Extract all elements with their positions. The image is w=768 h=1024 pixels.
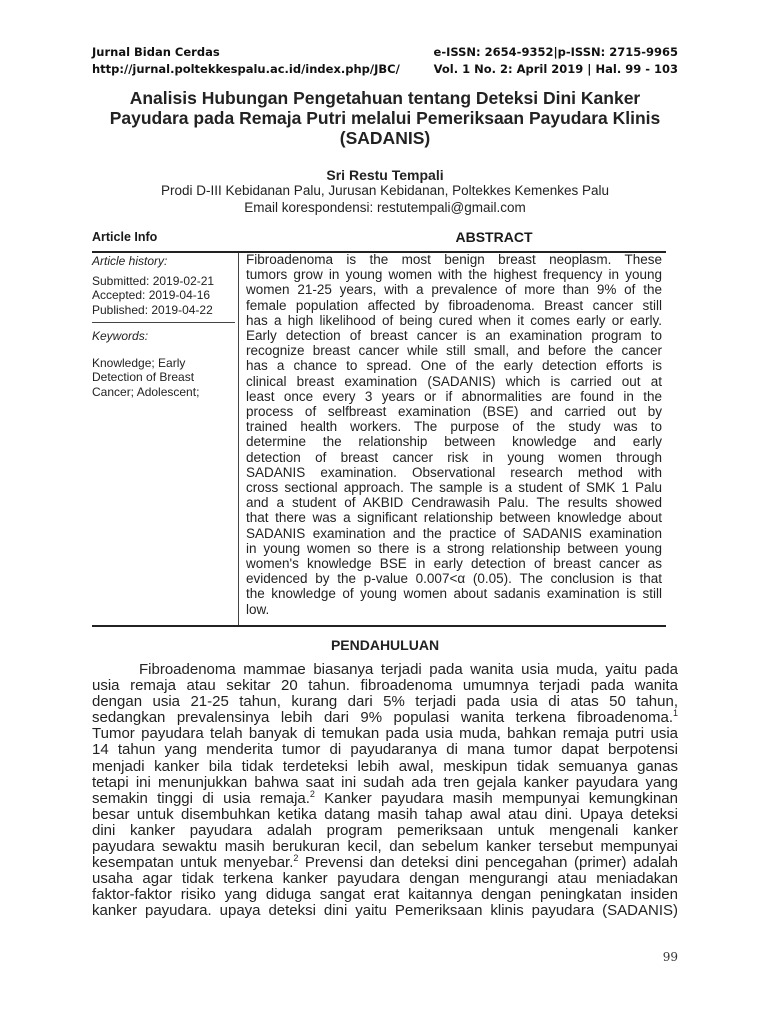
abstract-body (246, 252, 662, 617)
body-line: 14 tahun yang menderita tumor di payudaranya di mana tumor dapat berpotensi (92, 741, 678, 759)
abstract-line: clinical breast examination (SADANIS) which is carried out at (246, 373, 662, 389)
abstract-line: women 21-25 years, with a prevalence of more than 9% of the (246, 282, 662, 298)
journal-name: Jurnal Bidan Cerdas (92, 45, 220, 59)
body-line (92, 855, 678, 871)
abstract-line: women's knowledge BSE in early detection of breast cancer as (246, 556, 662, 572)
page-number: 99 (662, 950, 678, 964)
affiliation-block (92, 182, 678, 216)
abstract-line: and a student of AKBID Cendrawasih Palu. The results showed (246, 495, 662, 511)
keywords-label: Keywords: (92, 329, 149, 343)
body-line-text: semakin tinggi di usia remaja. (92, 789, 310, 807)
body-line: kanker payudara. upaya deteksi dini yaitu Pemeriksaan klinis payudara (SADANIS) (92, 902, 678, 920)
abstract-line: detection of breast cancer risk in young women through (246, 449, 662, 465)
citation-ref: 1 (672, 708, 678, 719)
citation-ref: 2 (309, 788, 315, 799)
keywords-line: Detection of Breast (92, 370, 195, 384)
body-line: tetapi ini menunjukkan bahwa saat ini sudah ada tren gejala kanker payudara yang (92, 773, 678, 791)
body-line: dini kanker payudara adalah program pemeriksaan untuk mengenali kanker (92, 821, 678, 839)
author-name: Sri Restu Tempali (326, 167, 444, 183)
abstract-line: Fibroadenoma is the most benign breast neoplasm. These (246, 252, 662, 267)
column-divider (238, 253, 239, 625)
abstract-line: cross sectional approach. The sample is a student of SMK 1 Palu (246, 480, 662, 496)
keywords-block (92, 323, 235, 399)
body-line: Tumor payudara telah banyak di temukan pada usia muda, bahkan remaja putri usia (92, 725, 678, 743)
body-line: usia remaja atau sekitar 20 tahun. fibroadenoma umumnya terjadi pada wanita (92, 677, 678, 695)
abstract-line: in young women so there is a strong relationship between young (246, 540, 662, 556)
body-line: besar untuk disembuhkan ketika datang masih tahap awal atau dini. Upaya deteksi (92, 805, 678, 823)
title-line: Analisis Hubungan Pengetahuan tentang Deteksi Dini Kanker (129, 88, 641, 108)
article-history (92, 253, 235, 323)
article-title (92, 88, 678, 148)
abstract-heading: ABSTRACT (455, 229, 533, 245)
introduction-body (92, 662, 678, 920)
abstract-line: SADANIS examination. Observational research method with (246, 464, 662, 480)
abstract-line: recognize breast cancer while still small, and before the cancer (246, 343, 662, 359)
abstract-line: trained health workers. The purpose of the study was to (246, 419, 662, 435)
journal-url[interactable]: http://jurnal.poltekkespalu.ac.id/index.php/JBC/ (92, 62, 400, 76)
submitted-date: Submitted: 2019-02-21 (92, 273, 215, 288)
published-date: Published: 2019-04-22 (92, 302, 213, 317)
body-line: usaha agar tidak terkena kanker payudara dengan mengurangi atau meniadakan (92, 870, 678, 888)
abstract-line: least once every 3 years or if abnormalities are found in the (246, 388, 662, 404)
abstract-line: process of selfbreast examination (BSE) and carried out by (246, 404, 662, 420)
abstract-line: has a high likelihood of being cured when it comes early or early. (246, 312, 662, 328)
section-heading: PENDAHULUAN (330, 637, 440, 653)
body-line-text: kesempatan untuk menyebar. (92, 854, 294, 872)
title-line: (SADANIS) (339, 128, 431, 148)
abstract-line: determine the relationship between knowledge and early (246, 434, 662, 450)
abstract-line: evidenced by the p-value 0.007<α (0.05). The conclusion is that (246, 571, 662, 587)
body-line (92, 710, 678, 726)
volume-info: Vol. 1 No. 2: April 2019 | Hal. 99 - 103 (433, 62, 678, 76)
abstract-line: the knowledge of young women about sadanis examination is still (246, 586, 662, 602)
abstract-line: low. (246, 601, 270, 617)
abstract-line: that there was a significant relationship between knowledge about (246, 510, 662, 526)
body-line: faktor-faktor risiko yang diduga sangat erat kaitannya dengan peningkatan insiden (92, 886, 678, 904)
abstract-line: Early detection of breast cancer is an examination program to (246, 328, 662, 344)
article-info-header (92, 226, 666, 253)
keywords-line: Cancer; Adolescent; (92, 384, 200, 399)
abstract-line: tumors grow in young women with the highest frequency in young (246, 267, 662, 283)
issn: e-ISSN: 2654-9352|p-ISSN: 2715-9965 (433, 45, 678, 59)
article-info-heading: Article Info (92, 230, 158, 244)
body-line: menjadi kanker bila tidak terdeteksi lebih awal, meskipun tidak semuanya ganas (92, 757, 678, 775)
body-line-text: sedangkan prevalensinya lebih dari 9% populasi wanita terkena fibroadenoma. (92, 709, 673, 727)
body-line-text: Kanker payudara masih mempunyai kemungkinan (314, 789, 678, 807)
abstract-line: has a chance to spread. One of the early detection efforts is (246, 358, 662, 374)
title-line: Payudara pada Remaja Putri melalui Pemeriksaan Payudara Klinis (109, 108, 661, 128)
body-line: dengan usia 21-25 tahun, kurang dari 5% terjadi pada usia di atas 50 tahun, (92, 693, 678, 711)
body-line: payudara sewaktu masih berukuran kecil, dan sebelum kanker tersebut mempunyai (92, 838, 678, 856)
abstract-line: SADANIS examination and the practice of SADANIS examination (246, 525, 662, 541)
article-info-panel (92, 253, 235, 399)
email: Email korespondensi: restutempali@gmail.com (244, 200, 526, 215)
abstract-bottom-rule (92, 625, 666, 627)
history-label: Article history: (92, 254, 168, 268)
affiliation: Prodi D-III Kebidanan Palu, Jurusan Kebidanan, Poltekkes Kemenkes Palu (160, 183, 610, 198)
accepted-date: Accepted: 2019-04-16 (92, 288, 211, 302)
abstract-line: female population affected by fibroadenoma. Breast cancer still (246, 297, 662, 313)
body-line (92, 788, 678, 807)
body-line-text: Prevensi dan deteksi dini pencegahan (primer) adalah (298, 854, 678, 872)
body-line: Fibroadenoma mammae biasanya terjadi pada wanita usia muda, yaitu pada (139, 661, 678, 678)
citation-ref: 2 (293, 853, 299, 864)
keywords-line: Knowledge; Early (92, 355, 186, 370)
journal-header (92, 44, 678, 78)
